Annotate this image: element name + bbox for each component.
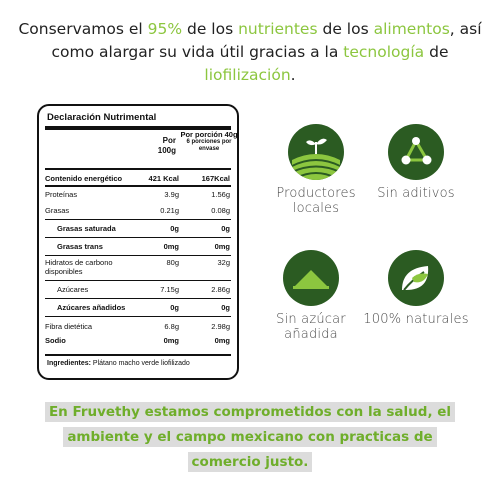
banner-line: ambiente y el campo mexicano con practicas de (63, 427, 436, 447)
row-label: Sodio (45, 336, 66, 345)
divider (45, 219, 231, 220)
feature-label: Sin azúcar añadida (276, 312, 346, 342)
intro-text-part: Conservamos el (18, 20, 148, 38)
leaf-icon (388, 250, 444, 306)
feature-label: Sin aditivos (377, 186, 455, 201)
highlight-percent: 95% (147, 20, 183, 38)
table-row (45, 188, 231, 201)
feature-no-added-sugar (256, 250, 366, 342)
row-value-serving: 167Kcal (201, 173, 230, 183)
divider (45, 298, 231, 299)
feature-local-producers (261, 124, 371, 216)
row-value-serving: 0g (221, 303, 230, 312)
row-value-100g: 0g (170, 224, 179, 233)
row-label: Fibra dietética (45, 322, 93, 331)
row-label: Proteínas (45, 190, 78, 199)
row-value-100g: 421 Kcal (148, 173, 179, 183)
feature-label: 100% naturales (363, 312, 469, 327)
row-value-100g: 7.15g (160, 285, 179, 294)
intro-text-part: , así como alargar su vida útil gracias a la (51, 20, 482, 61)
row-value-serving: 2.98g (211, 322, 230, 331)
divider (45, 237, 231, 238)
divider (45, 280, 231, 281)
row-value-serving: 0g (221, 224, 230, 233)
molecule-icon (388, 124, 444, 180)
ingredients-label: Ingredientes: (47, 360, 91, 367)
ingredients-text: Plátano macho verde liofilizado (90, 360, 190, 367)
highlight-nutrients: nutrientes (238, 20, 318, 38)
banner-line: En Fruvethy estamos comprometidos con la salud, el (45, 402, 455, 422)
column-header-per-100g: Por 100g (157, 136, 176, 155)
highlight-foods: alimentos (373, 20, 450, 38)
table-row (45, 334, 231, 347)
ingredients (47, 360, 231, 367)
intro-text-part: de los (182, 20, 239, 38)
intro-text (10, 18, 490, 87)
column-header-per-serving (179, 130, 239, 153)
highlight-freeze-drying: liofilización (204, 66, 291, 84)
row-value-serving: 1.56g (211, 190, 230, 199)
row-value-serving: 0mg (214, 242, 230, 251)
feature-label: Productores locales (276, 186, 356, 216)
table-row (45, 301, 231, 314)
row-label: Contenido energético (45, 173, 123, 183)
column-header-serving-note: 6 porciones por envase (186, 139, 232, 152)
divider (45, 316, 231, 317)
row-value-serving: 2.86g (211, 285, 230, 294)
divider (45, 168, 231, 170)
intro-text-part: de (424, 43, 449, 61)
row-label: Grasas saturada (57, 224, 116, 233)
row-label: Azúcares añadidos (57, 303, 126, 312)
nutrition-panel (37, 104, 239, 380)
divider (45, 255, 231, 256)
row-label: Azúcares (57, 285, 89, 294)
row-value-100g: 3.9g (164, 190, 179, 199)
row-value-100g: 0.21g (160, 206, 179, 215)
commitment-banner (24, 400, 476, 475)
row-value-serving: 0.08g (211, 206, 230, 215)
row-value-100g: 0g (170, 303, 179, 312)
row-value-100g: 80g (166, 258, 179, 267)
highlight-technology: tecnología (343, 43, 425, 61)
intro-text-part: . (290, 66, 296, 84)
row-label: Grasas trans (57, 242, 103, 251)
row-label: Hidratos de carbono disponibles (45, 258, 113, 276)
table-row (45, 240, 231, 253)
divider (45, 185, 231, 187)
row-value-serving: 32g (217, 258, 230, 267)
banner-line: comercio justo. (188, 452, 313, 472)
row-value-serving: 0mg (214, 336, 230, 345)
divider (45, 354, 231, 356)
row-label: Grasas (45, 206, 70, 215)
table-row (45, 258, 231, 278)
table-row (45, 283, 231, 296)
row-value-100g: 0mg (163, 336, 179, 345)
field-sprout-icon (288, 124, 344, 180)
row-value-100g: 0mg (163, 242, 179, 251)
column-header-serving-label: Por porción 40g (180, 130, 238, 139)
feature-natural (361, 250, 471, 327)
intro-text-part: de los (317, 20, 374, 38)
feature-no-additives (361, 124, 471, 201)
sugar-pile-icon (283, 250, 339, 306)
row-value-100g: 6.8g (164, 322, 179, 331)
nutrition-title: Declaración Nutrimental (47, 112, 157, 123)
table-row (45, 222, 231, 235)
table-row (45, 320, 231, 333)
table-row (45, 204, 231, 217)
table-row (45, 172, 231, 184)
